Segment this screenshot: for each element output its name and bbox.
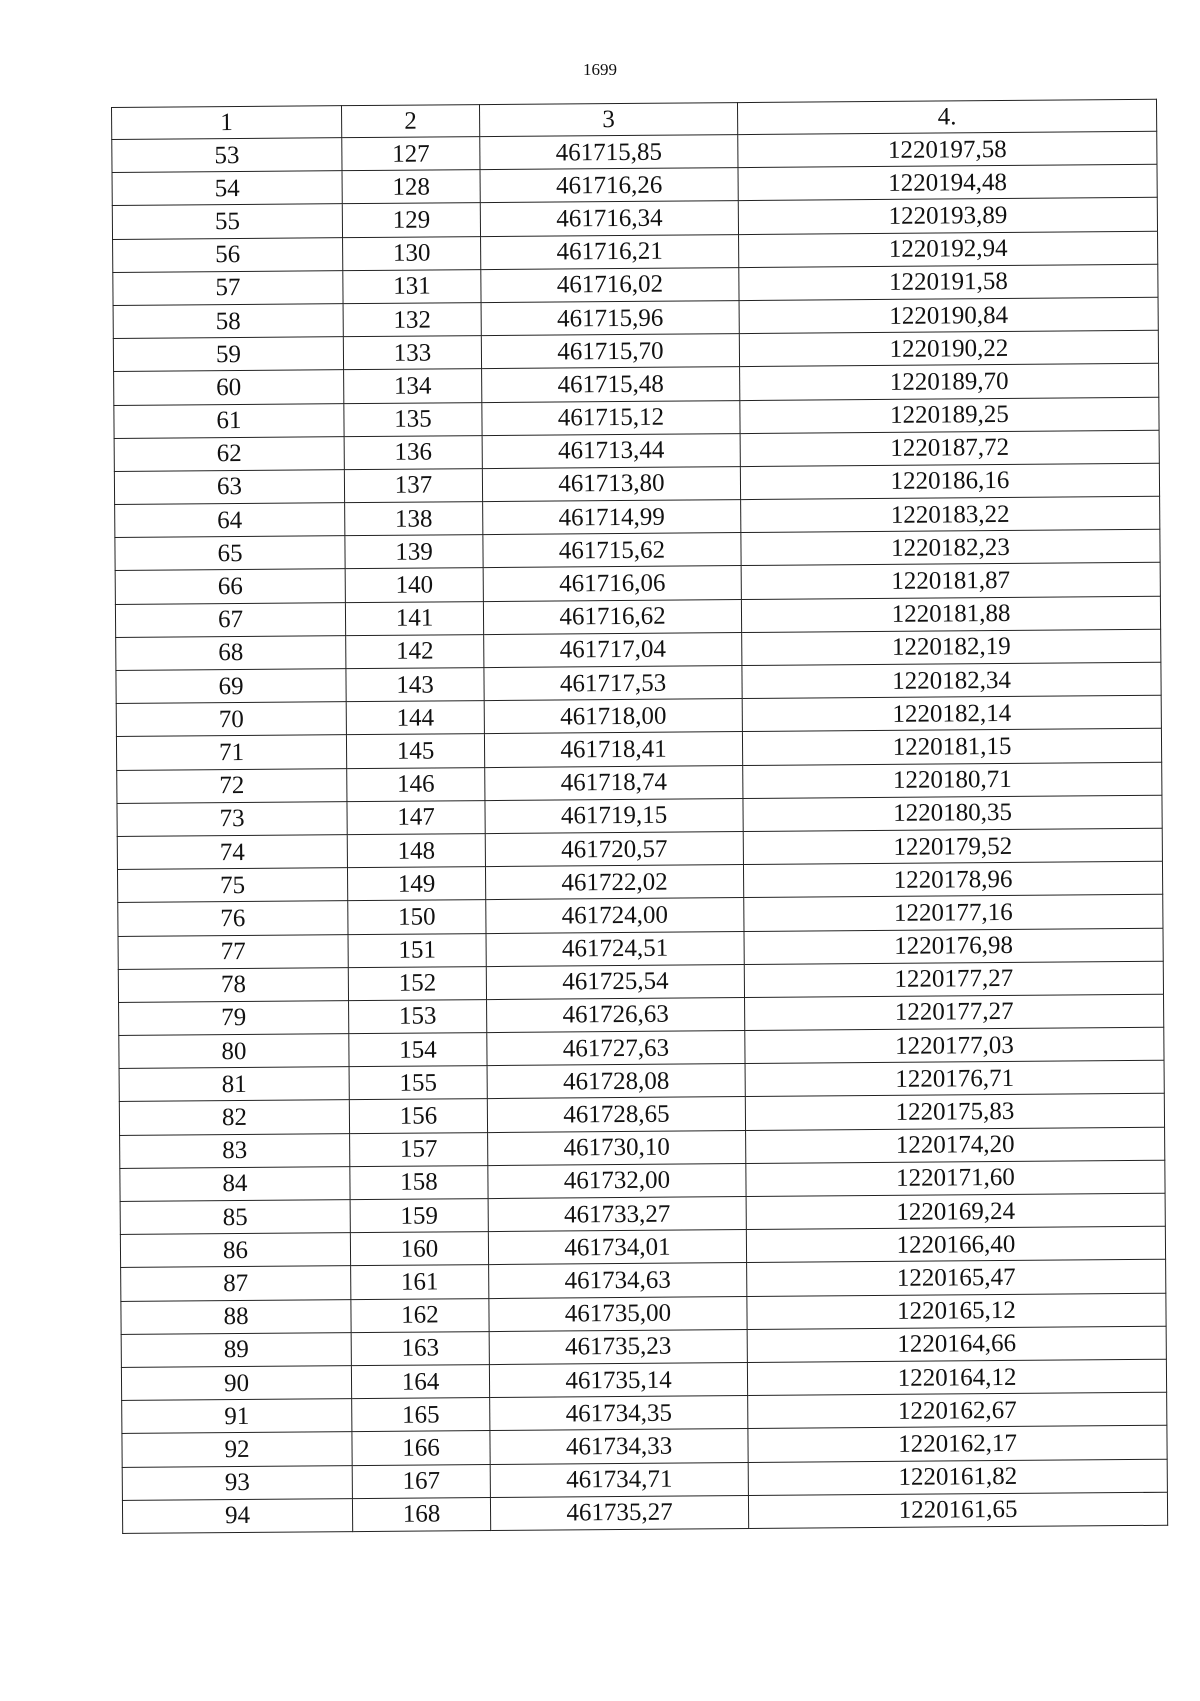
table-cell: 79	[119, 1001, 349, 1036]
table-cell: 461718,41	[484, 732, 742, 767]
table-cell: 91	[122, 1399, 352, 1434]
column-header: 3	[479, 103, 737, 137]
table-cell: 461715,12	[482, 400, 740, 435]
table-cell: 461714,99	[483, 500, 741, 535]
table-cell: 86	[120, 1233, 350, 1268]
table-cell: 80	[119, 1034, 349, 1069]
table-cell: 461734,01	[488, 1230, 746, 1265]
table-cell: 66	[115, 569, 345, 604]
table-cell: 75	[117, 868, 347, 903]
table-cell: 158	[350, 1165, 488, 1199]
table-cell: 72	[117, 768, 347, 803]
table-cell: 461717,04	[484, 632, 742, 667]
table-cell: 461734,33	[490, 1429, 748, 1464]
table-cell: 145	[346, 734, 484, 768]
table-cell: 82	[119, 1100, 349, 1135]
table-cell: 461735,14	[489, 1362, 747, 1397]
table-cell: 149	[347, 867, 485, 901]
table-cell: 78	[118, 967, 348, 1002]
table-cell: 461718,00	[484, 699, 742, 734]
table-cell: 146	[347, 767, 485, 801]
table-cell: 92	[122, 1432, 352, 1467]
table-cell: 142	[346, 634, 484, 668]
table-cell: 70	[116, 702, 346, 737]
column-header: 4.	[737, 99, 1156, 134]
table-cell: 461734,35	[490, 1396, 748, 1431]
table-cell: 135	[344, 402, 482, 436]
table-cell: 1220177,27	[745, 994, 1164, 1030]
table-cell: 461718,74	[485, 765, 743, 800]
table-cell: 58	[113, 304, 343, 339]
table-cell: 151	[348, 933, 486, 967]
table-cell: 56	[113, 237, 343, 272]
table-row	[122, 1492, 1167, 1533]
table-cell: 461720,57	[485, 831, 743, 866]
table-cell: 137	[344, 468, 482, 502]
table-cell: 461732,00	[488, 1163, 746, 1198]
table-cell: 87	[121, 1266, 351, 1301]
table-cell: 55	[112, 204, 342, 239]
table-cell: 461733,27	[488, 1197, 746, 1232]
table-cell: 461713,44	[482, 433, 740, 468]
table-cell: 165	[352, 1398, 490, 1432]
table-cell: 1220164,12	[747, 1359, 1166, 1395]
table-cell: 1220178,96	[743, 861, 1162, 897]
table-cell: 461735,27	[490, 1495, 748, 1530]
table-cell: 133	[343, 336, 481, 370]
table-cell: 1220181,88	[741, 596, 1160, 632]
table-cell: 71	[116, 735, 346, 770]
table-cell: 85	[120, 1200, 350, 1235]
table-cell: 60	[114, 370, 344, 405]
table-cell: 461735,23	[489, 1329, 747, 1364]
table-cell: 1220165,12	[747, 1293, 1166, 1329]
table-cell: 461715,85	[480, 135, 738, 170]
table-cell: 83	[120, 1133, 350, 1168]
table-cell: 461717,53	[484, 666, 742, 701]
table-cell: 1220181,15	[742, 729, 1161, 765]
table-cell: 461716,26	[480, 168, 738, 203]
table-cell: 152	[348, 966, 486, 1000]
table-cell: 139	[345, 535, 483, 569]
table-cell: 134	[344, 369, 482, 403]
table-cell: 93	[122, 1465, 352, 1500]
table-cell: 1220181,87	[741, 563, 1160, 599]
table-cell: 1220183,22	[741, 496, 1160, 532]
table-cell: 140	[345, 568, 483, 602]
table-cell: 65	[115, 536, 345, 571]
table-cell: 461734,71	[490, 1462, 748, 1497]
table-cell: 1220190,84	[739, 297, 1158, 333]
table-cell: 128	[342, 170, 480, 204]
table-cell: 160	[350, 1232, 488, 1266]
table-cell: 67	[115, 602, 345, 637]
table-cell: 1220164,66	[747, 1326, 1166, 1362]
table-cell: 1220186,16	[740, 463, 1159, 499]
table-cell: 94	[122, 1498, 352, 1533]
table-cell: 1220182,23	[741, 530, 1160, 566]
table-body	[112, 131, 1168, 1533]
table-cell: 461715,48	[482, 367, 740, 402]
table-cell: 461735,00	[489, 1296, 747, 1331]
table-cell: 1220177,27	[744, 961, 1163, 997]
table-cell: 461715,96	[481, 301, 739, 336]
table-cell: 1220180,71	[743, 762, 1162, 798]
table-cell: 1220166,40	[746, 1226, 1165, 1262]
table-cell: 461728,65	[487, 1097, 745, 1132]
table-cell: 1220174,20	[746, 1127, 1165, 1163]
table-cell: 1220182,14	[742, 695, 1161, 731]
table-cell: 88	[121, 1299, 351, 1334]
table-cell: 461727,63	[487, 1031, 745, 1066]
table-cell: 1220190,22	[739, 330, 1158, 366]
table-cell: 53	[112, 138, 342, 173]
table-cell: 1220197,58	[738, 131, 1157, 167]
table-cell: 68	[116, 635, 346, 670]
table-cell: 127	[342, 137, 480, 171]
table-cell: 161	[351, 1265, 489, 1299]
table-cell: 62	[114, 436, 344, 471]
table-cell: 69	[116, 669, 346, 704]
table-cell: 1220194,48	[738, 164, 1157, 200]
table-cell: 130	[343, 236, 481, 270]
table-cell: 164	[351, 1365, 489, 1399]
column-header: 2	[341, 105, 479, 138]
table-cell: 461730,10	[488, 1130, 746, 1165]
table-cell: 63	[114, 470, 344, 505]
table-cell: 136	[344, 435, 482, 469]
table-cell: 141	[345, 601, 483, 635]
table-cell: 1220162,67	[748, 1392, 1167, 1428]
table-cell: 76	[118, 901, 348, 936]
table-cell: 461724,51	[486, 931, 744, 966]
table-cell: 1220177,16	[744, 895, 1163, 931]
table-cell: 461716,21	[481, 234, 739, 269]
table-cell: 461725,54	[486, 964, 744, 999]
table-cell: 81	[119, 1067, 349, 1102]
table-cell: 1220161,65	[748, 1492, 1167, 1528]
table-cell: 168	[352, 1497, 490, 1531]
table-cell: 461716,34	[480, 201, 738, 236]
table-cell: 1220193,89	[738, 198, 1157, 234]
table-cell: 1220176,98	[744, 928, 1163, 964]
table-cell: 461724,00	[486, 898, 744, 933]
table-cell: 147	[347, 800, 485, 834]
table-cell: 1220169,24	[746, 1193, 1165, 1229]
table-cell: 1220189,70	[740, 364, 1159, 400]
table-cell: 1220180,35	[743, 795, 1162, 831]
table-cell: 90	[121, 1366, 351, 1401]
table-cell: 1220162,17	[748, 1426, 1167, 1462]
table-cell: 1220189,25	[740, 397, 1159, 433]
table-cell: 461713,80	[482, 466, 740, 501]
table-cell: 1220192,94	[739, 231, 1158, 267]
table-cell: 461719,15	[485, 798, 743, 833]
coordinates-table	[111, 99, 1168, 1534]
table-cell: 77	[118, 934, 348, 969]
table-cell: 1220182,19	[742, 629, 1161, 665]
table-cell: 64	[115, 503, 345, 538]
table-cell: 74	[117, 835, 347, 870]
table-cell: 162	[351, 1298, 489, 1332]
table-cell: 166	[352, 1431, 490, 1465]
table-cell: 461716,06	[483, 566, 741, 601]
column-header: 1	[112, 106, 342, 140]
table-cell: 153	[349, 999, 487, 1033]
table-cell: 156	[349, 1099, 487, 1133]
table-cell: 129	[342, 203, 480, 237]
table-cell: 131	[343, 269, 481, 303]
table-cell: 1220176,71	[745, 1061, 1164, 1097]
table-cell: 1220191,58	[739, 264, 1158, 300]
table-cell: 73	[117, 801, 347, 836]
table-cell: 144	[346, 701, 484, 735]
table-cell: 132	[343, 303, 481, 337]
table-cell: 1220175,83	[745, 1094, 1164, 1130]
table-cell: 1220171,60	[746, 1160, 1165, 1196]
table-cell: 61	[114, 403, 344, 438]
table-cell: 461722,02	[485, 865, 743, 900]
table-cell: 1220182,34	[742, 662, 1161, 698]
table-cell: 159	[350, 1199, 488, 1233]
table-cell: 84	[120, 1166, 350, 1201]
table-cell: 167	[352, 1464, 490, 1498]
table-cell: 163	[351, 1331, 489, 1365]
table-cell: 138	[345, 502, 483, 536]
table-cell: 54	[112, 171, 342, 206]
table-cell: 150	[348, 900, 486, 934]
table-cell: 1220179,52	[743, 828, 1162, 864]
table-cell: 1220165,47	[747, 1260, 1166, 1296]
table-cell: 461726,63	[487, 997, 745, 1032]
table-cell: 461716,62	[483, 599, 741, 634]
page-number: 1699	[583, 60, 617, 79]
table-cell: 148	[347, 834, 485, 868]
table-cell: 155	[349, 1066, 487, 1100]
table-cell: 1220161,82	[748, 1459, 1167, 1495]
table-cell: 461716,02	[481, 267, 739, 302]
table-cell: 157	[350, 1132, 488, 1166]
table-cell: 1220177,03	[745, 1027, 1164, 1063]
table-cell: 89	[121, 1332, 351, 1367]
table-cell: 461715,62	[483, 533, 741, 568]
table-cell: 461715,70	[481, 334, 739, 369]
table-cell: 143	[346, 668, 484, 702]
table-cell: 154	[349, 1033, 487, 1067]
table-cell: 59	[113, 337, 343, 372]
table-cell: 57	[113, 270, 343, 305]
table-cell: 1220187,72	[740, 430, 1159, 466]
table-cell: 461728,08	[487, 1064, 745, 1099]
table-cell: 461734,63	[489, 1263, 747, 1298]
